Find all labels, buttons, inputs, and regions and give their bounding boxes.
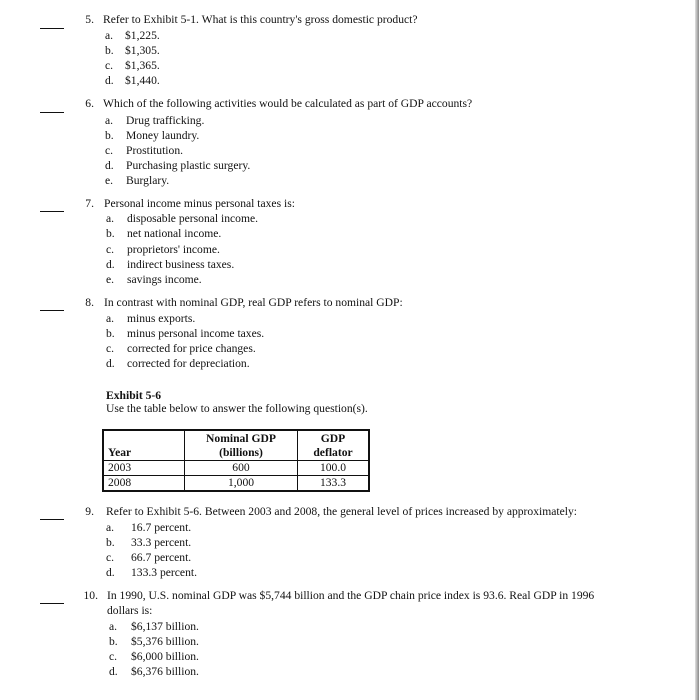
option-text: $1,365.	[125, 59, 160, 72]
option-letter: d.	[106, 357, 115, 370]
option-text: proprietors' income.	[127, 243, 220, 256]
option-text: $1,440.	[125, 74, 160, 87]
answer-blank[interactable]	[40, 519, 64, 520]
option-letter: d.	[105, 74, 114, 87]
option-text: 133.3 percent.	[131, 566, 197, 579]
option-letter: c.	[106, 243, 115, 256]
answer-blank[interactable]	[40, 112, 64, 113]
option-letter: d.	[106, 258, 115, 271]
option-letter: d.	[109, 665, 118, 678]
option-letter: c.	[109, 650, 118, 663]
page-edge	[695, 0, 699, 700]
option-text: 66.7 percent.	[131, 551, 192, 564]
table-cell-nominal: 600	[185, 461, 298, 476]
option-text: corrected for depreciation.	[127, 357, 250, 370]
option-text: $1,305.	[125, 44, 160, 57]
option-letter: a.	[109, 620, 118, 633]
table-header-cell: (billions)	[185, 446, 298, 461]
option-letter: c.	[106, 342, 115, 355]
option-text: $6,376 billion.	[131, 665, 199, 678]
option-text: 33.3 percent.	[131, 536, 192, 549]
option-letter: b.	[106, 227, 115, 240]
option-letter: b.	[106, 536, 115, 549]
question-text: In contrast with nominal GDP, real GDP refers to nominal GDP:	[104, 296, 403, 309]
option-letter: e.	[106, 273, 115, 286]
answer-blank[interactable]	[40, 310, 64, 311]
option-letter: c.	[105, 59, 114, 72]
option-letter: a.	[106, 521, 115, 534]
question-number: 10.	[83, 589, 98, 602]
table-row	[103, 476, 369, 492]
table-cell-year: 2003	[103, 461, 185, 476]
option-text: Burglary.	[126, 174, 170, 187]
option-text: indirect business taxes.	[127, 258, 235, 271]
option-letter: a.	[106, 312, 115, 325]
answer-blank[interactable]	[40, 28, 64, 29]
option-text: Money laundry.	[126, 129, 200, 142]
question-text-line1: In 1990, U.S. nominal GDP was $5,744 billion and the GDP chain price index is 93.6. Real GDP in 1996	[107, 589, 595, 602]
question-text: Refer to Exhibit 5-1. What is this country's gross domestic product?	[103, 13, 418, 26]
option-text: $6,000 billion.	[131, 650, 199, 663]
option-text: minus personal income taxes.	[127, 327, 265, 340]
option-letter: a.	[106, 212, 115, 225]
option-text: Drug trafficking.	[126, 114, 205, 127]
answer-blank[interactable]	[40, 603, 64, 604]
exhibit-instruction: Use the table below to answer the following question(s).	[106, 402, 368, 415]
question-number: 7.	[85, 197, 94, 210]
table-header-cell: Nominal GDP	[185, 430, 298, 446]
table-header-cell: GDP	[298, 430, 370, 446]
option-letter: c.	[106, 551, 115, 564]
question-text: Refer to Exhibit 5-6. Between 2003 and 2008, the general level of prices increased by approximately:	[106, 505, 578, 518]
option-letter: a.	[105, 29, 114, 42]
option-letter: b.	[105, 44, 114, 57]
option-text: $6,137 billion.	[131, 620, 199, 633]
table-cell-deflator: 133.3	[298, 476, 370, 492]
option-text: Prostitution.	[126, 144, 184, 157]
option-text: 16.7 percent.	[131, 521, 192, 534]
option-letter: b.	[109, 635, 118, 648]
answer-blank[interactable]	[40, 211, 64, 212]
option-letter: b.	[105, 129, 114, 142]
gdp-table	[102, 429, 370, 492]
option-letter: d.	[106, 566, 115, 579]
table-cell-year: 2008	[103, 476, 185, 492]
table-row	[103, 461, 369, 476]
option-letter: b.	[106, 327, 115, 340]
option-letter: c.	[105, 144, 114, 157]
option-text: net national income.	[127, 227, 222, 240]
option-text: minus exports.	[127, 312, 196, 325]
option-text: savings income.	[127, 273, 202, 286]
question-number: 9.	[85, 505, 94, 518]
table-header-year: Year	[103, 446, 185, 461]
option-text: Purchasing plastic surgery.	[126, 159, 251, 172]
option-text: disposable personal income.	[127, 212, 259, 225]
table-cell-deflator: 100.0	[298, 461, 370, 476]
option-letter: d.	[105, 159, 114, 172]
question-text: Personal income minus personal taxes is:	[104, 197, 295, 210]
table-header-cell: deflator	[298, 446, 370, 461]
option-text: $1,225.	[125, 29, 160, 42]
question-number: 5.	[85, 13, 94, 26]
question-number: 6.	[85, 97, 94, 110]
option-letter: a.	[105, 114, 114, 127]
option-letter: e.	[105, 174, 114, 187]
question-text-line2: dollars is:	[107, 604, 153, 617]
question-text: Which of the following activities would be calculated as part of GDP accounts?	[103, 97, 473, 110]
table-cell-nominal: 1,000	[185, 476, 298, 492]
option-text: $5,376 billion.	[131, 635, 199, 648]
option-text: corrected for price changes.	[127, 342, 256, 355]
table-header-cell	[103, 430, 185, 446]
exhibit-title: Exhibit 5-6	[106, 389, 162, 402]
question-number: 8.	[85, 296, 94, 309]
